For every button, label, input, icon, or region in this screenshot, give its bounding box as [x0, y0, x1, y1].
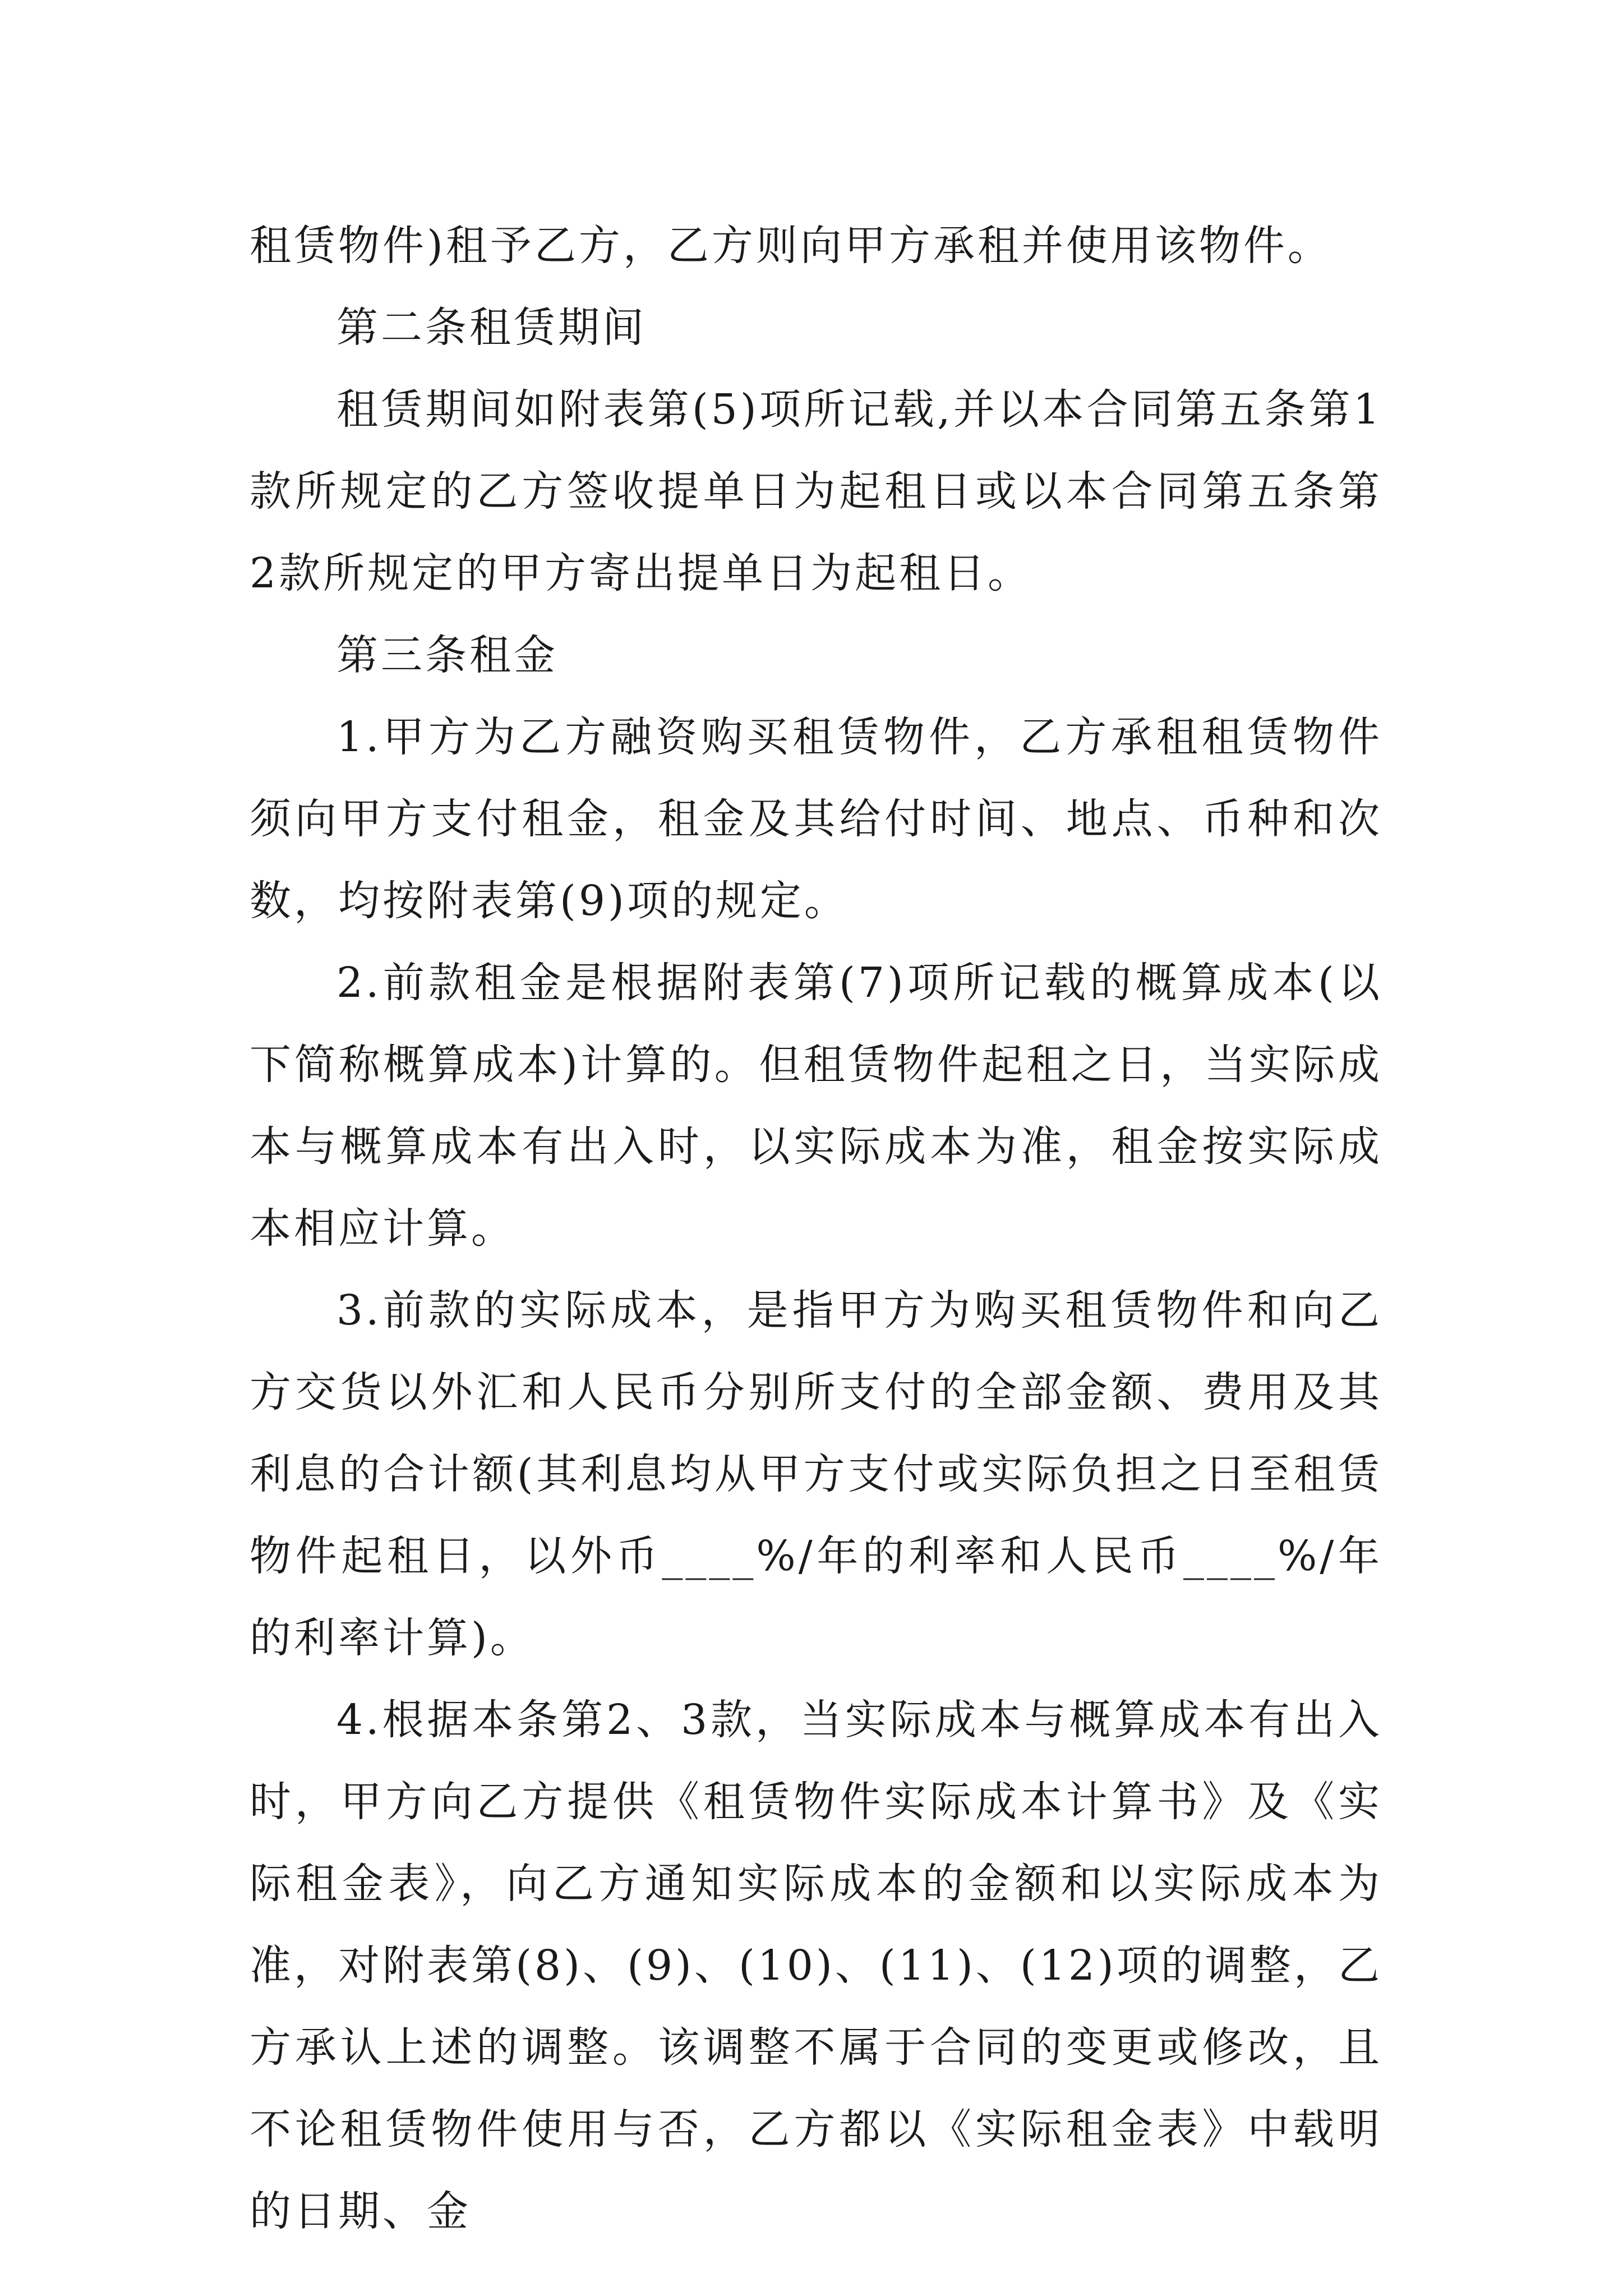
article-3-clause-4: 4.根据本条第2、3款，当实际成本与概算成本有出入时，甲方向乙方提供《租赁物件实际成本计算书》及《实际租金表》，向乙方通知实际成本的金额和以实际成本为准，对附表第(8)、(9)、(10)、(11)、(12)项的调整，乙方承认上述的调整。该调整不属于合同的变更或修改，且不论租赁物件使用与否，乙方都以《实际租金表》中载明的日期、金: [250, 1696, 1382, 2235]
article-3-heading: 第三条租金: [336, 631, 558, 679]
paragraph-continuation: 租赁物件)租予乙方，乙方则向甲方承租并使用该物件。: [250, 222, 1332, 270]
article-2-heading: 第二条租赁期间: [336, 303, 647, 352]
article-3-clause-3: 3.前款的实际成本，是指甲方为购买租赁物件和向乙方交货以外汇和人民币分别所支付的全部金额、费用及其利息的合计额(其利息均从甲方支付或实际负担之日至租赁物件起租日，以外币____%/年的利率和人民币____%/年的利率计算)。: [250, 1286, 1382, 1662]
article-3-clause-2: 2.前款租金是根据附表第(7)项所记载的概算成本(以下简称概算成本)计算的。但租赁物件起租之日，当实际成本与概算成本有出入时，以实际成本为准，租金按实际成本相应计算。: [250, 959, 1382, 1253]
article-3-clause-1: 1.甲方为乙方融资购买租赁物件，乙方承租租赁物件须向甲方支付租金，租金及其给付时间、地点、币种和次数，均按附表第(9)项的规定。: [250, 713, 1382, 925]
document-body: [250, 205, 1382, 2252]
article-2-body: 租赁期间如附表第(5)项所记载,并以本合同第五条第1款所规定的乙方签收提单日为起租日或以本合同第五条第2款所规定的甲方寄出提单日为起租日。: [250, 385, 1382, 597]
